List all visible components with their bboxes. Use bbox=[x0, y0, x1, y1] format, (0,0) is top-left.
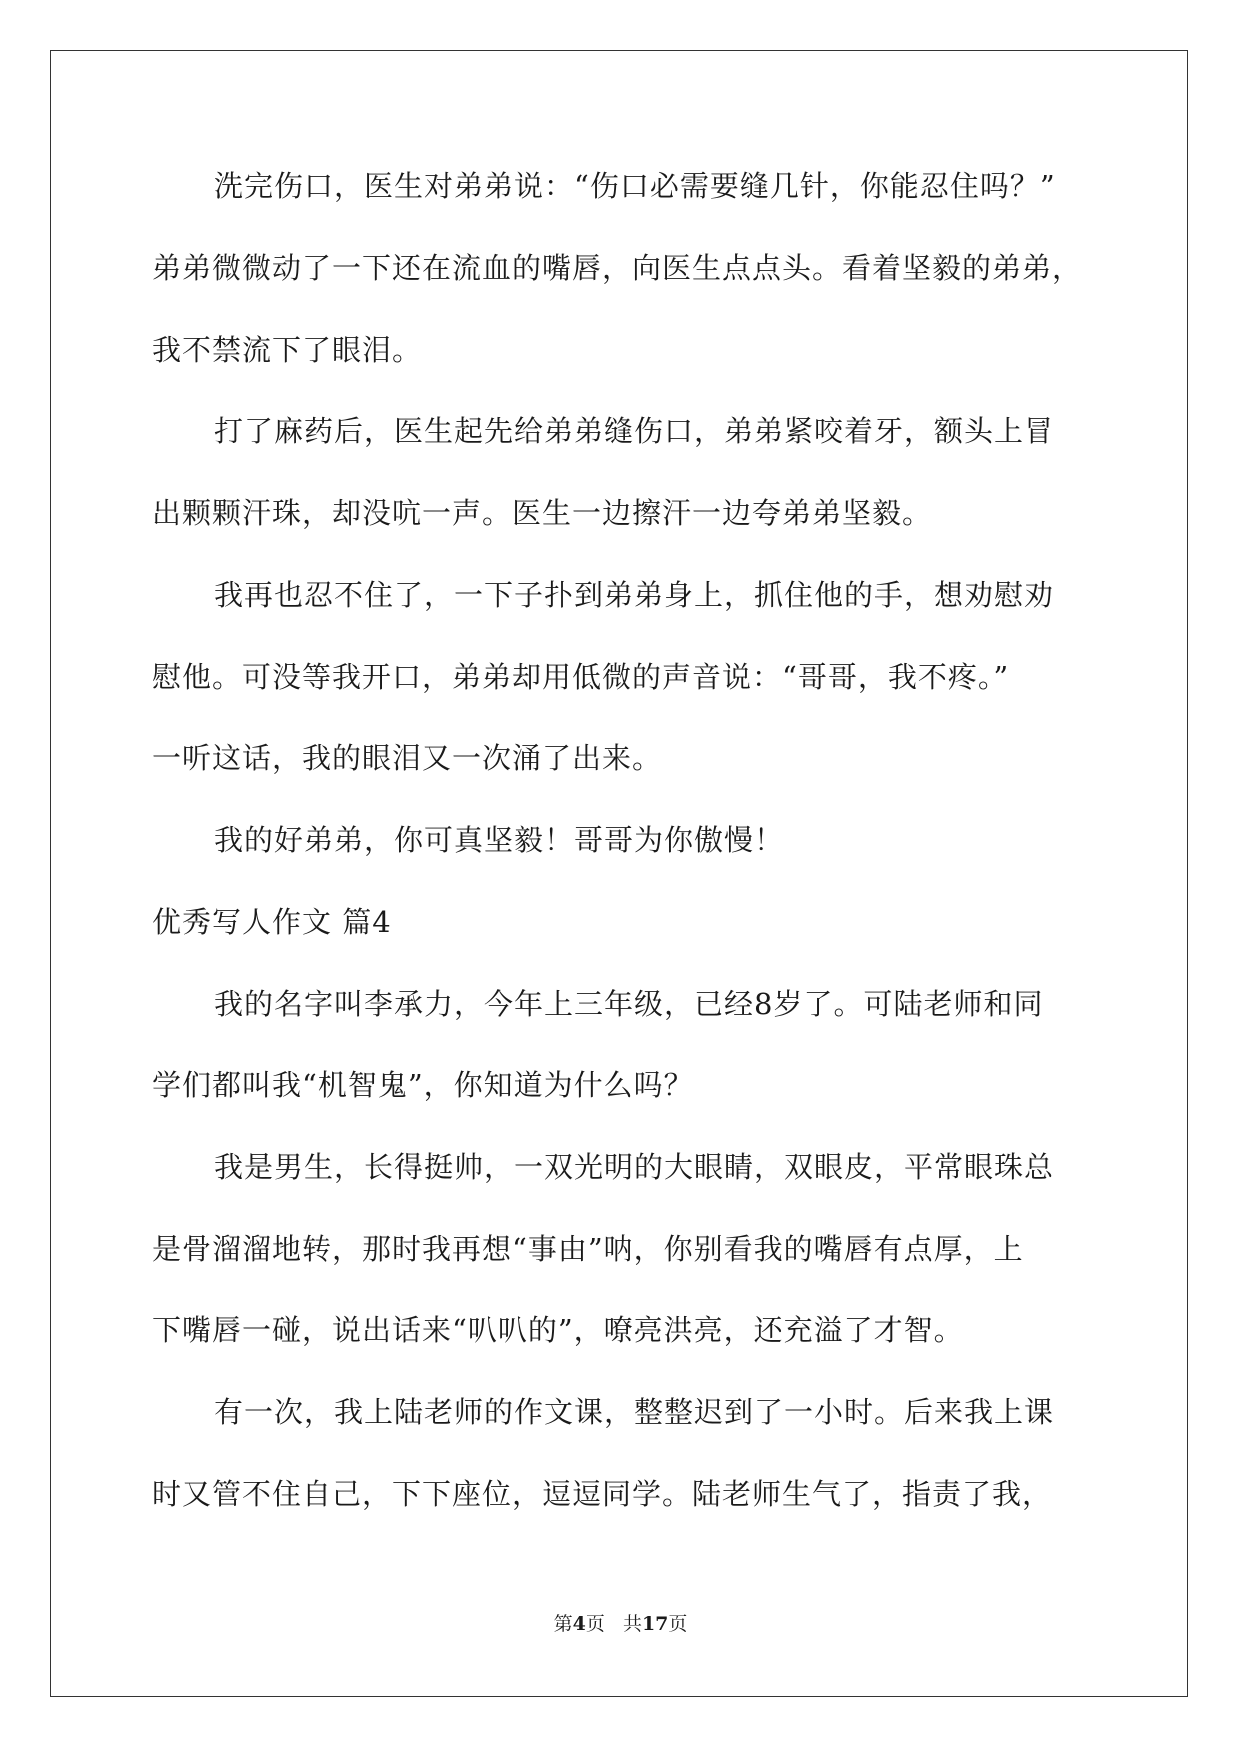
paragraph-line: 出颗颗汗珠，却没吭一声。医生一边擦汗一边夸弟弟坚毅。 bbox=[152, 496, 933, 530]
paragraph-line: 我的名字叫李承力，今年上三年级，已经8岁了。可陆老师和同 bbox=[214, 987, 1044, 1021]
total-page-number: 17 bbox=[641, 1613, 669, 1635]
section-heading: 优秀写人作文 篇4 bbox=[152, 905, 392, 939]
footer-suffix: 页 bbox=[668, 1613, 688, 1635]
paragraph-line: 下嘴唇一碰，说出话来“叭叭的”，嘹亮洪亮，还充溢了才智。 bbox=[152, 1313, 964, 1347]
paragraph-line: 时又管不住自己，下下座位，逗逗同学。陆老师生气了，指责了我， bbox=[152, 1477, 1053, 1511]
paragraph-line: 一听这话，我的眼泪又一次涌了出来。 bbox=[152, 741, 663, 775]
paragraph-line: 学们都叫我“机智鬼”，你知道为什么吗？ bbox=[152, 1068, 694, 1102]
paragraph-line: 洗完伤口，医生对弟弟说：“伤口必需要缝几针，你能忍住吗？” bbox=[214, 169, 1056, 203]
paragraph-line: 弟弟微微动了一下还在流血的嘴唇，向医生点点头。看着坚毅的弟弟， bbox=[152, 251, 1083, 285]
paragraph-line: 我不禁流下了眼泪。 bbox=[152, 333, 423, 367]
page-border bbox=[50, 50, 1188, 1697]
paragraph-line: 我的好弟弟，你可真坚毅！哥哥为你傲慢！ bbox=[214, 823, 785, 857]
paragraph-line: 打了麻药后，医生起先给弟弟缝伤口，弟弟紧咬着牙，额头上冒 bbox=[214, 414, 1055, 448]
page-footer bbox=[0, 1612, 1241, 1636]
paragraph-line: 是骨溜溜地转，那时我再想“事由”呐，你别看我的嘴唇有点厚，上 bbox=[152, 1232, 1024, 1266]
paragraph-line: 我是男生，长得挺帅，一双光明的大眼睛，双眼皮，平常眼珠总 bbox=[214, 1150, 1055, 1184]
paragraph-line: 我再也忍不住了，一下子扑到弟弟身上，抓住他的手，想劝慰劝 bbox=[214, 578, 1055, 612]
paragraph-line: 有一次，我上陆老师的作文课，整整迟到了一小时。后来我上课 bbox=[214, 1395, 1055, 1429]
footer-prefix: 第 bbox=[553, 1613, 573, 1635]
paragraph-line: 慰他。可没等我开口，弟弟却用低微的声音说：“哥哥，我不疼。” bbox=[152, 660, 1010, 694]
footer-mid: 页 共 bbox=[585, 1613, 642, 1635]
current-page-number: 4 bbox=[572, 1613, 586, 1635]
